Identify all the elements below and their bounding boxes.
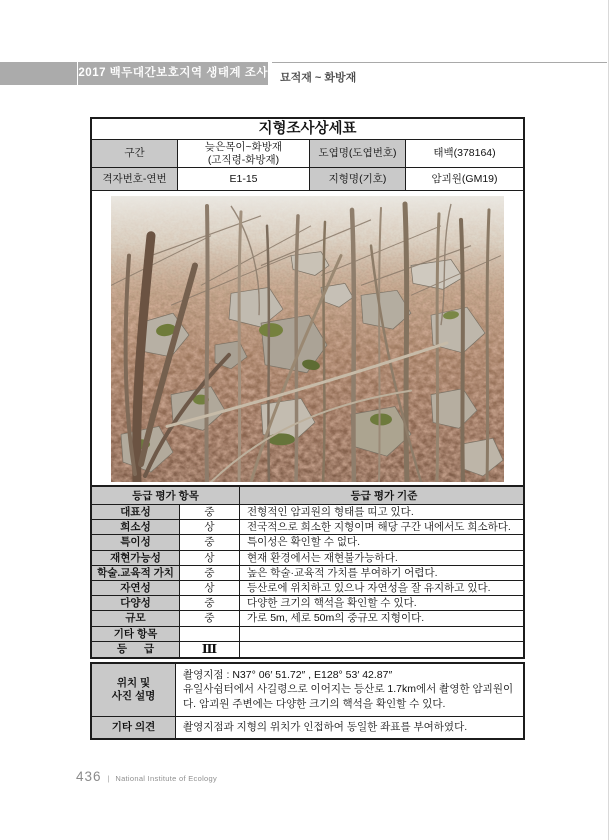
- grade-value: [180, 627, 240, 642]
- grade-item-label: 기타 항목: [92, 627, 180, 642]
- header-bar-left-segment: [0, 62, 77, 85]
- section-value-line1: 늦은목이~화방재: [204, 141, 283, 153]
- footer-separator: |: [107, 776, 110, 783]
- section-header: [272, 62, 607, 85]
- grade-value: 중: [180, 505, 240, 520]
- section-label-cell: 구간: [92, 140, 178, 168]
- terrain-photo: [111, 196, 504, 482]
- section-range-label: 묘적재 ~ 화방재: [280, 72, 357, 84]
- grade-criteria: [240, 627, 523, 642]
- location-table: [92, 664, 523, 738]
- grade-item-label: 특이성: [92, 535, 180, 550]
- grade-value: 상: [180, 581, 240, 596]
- page-number: 436: [76, 769, 102, 784]
- comment-label-cell: 기타 의견: [92, 717, 176, 738]
- photo-row: [92, 191, 523, 487]
- grade-criteria: 전국적으로 희소한 지형이며 해당 구간 내에서도 희소하다.: [240, 520, 523, 535]
- institute-name: National Institute of Ecology: [115, 774, 218, 783]
- landform-value-cell: 암괴원(GM19): [406, 168, 523, 191]
- grade-value: 중: [180, 596, 240, 611]
- map-sheet-label-cell: 도엽명(도엽번호): [310, 140, 406, 168]
- map-sheet-value-cell: 태백(378164): [406, 140, 523, 168]
- grade-criteria: 현재 환경에서는 재현불가능하다.: [240, 551, 523, 566]
- grid-number-label-cell: 격자번호-연번: [92, 168, 178, 191]
- location-comment-block: [90, 662, 525, 740]
- main-table-block: [90, 117, 525, 659]
- survey-detail-sheet: [90, 117, 525, 740]
- grade-criteria: 다양한 크기의 핵석을 확인할 수 있다.: [240, 596, 523, 611]
- grade-criteria: 등산로에 위치하고 있으나 자연성을 잘 유지하고 있다.: [240, 581, 523, 596]
- page-footer: [76, 769, 217, 784]
- report-header-bar: [0, 62, 268, 85]
- grade-table: [92, 487, 523, 657]
- grade-value: 상: [180, 520, 240, 535]
- comment-text-cell: 촬영지점과 지형의 위치가 인접하여 동일한 좌표를 부여하였다.: [183, 720, 468, 733]
- section-value-line2: (고직령-화방재): [207, 153, 280, 166]
- grade-item-label: 학술.교육적 가치: [92, 566, 180, 581]
- grade-value: Ⅲ: [180, 642, 240, 657]
- page-edge-line: [608, 0, 609, 840]
- grade-value: 중: [180, 566, 240, 581]
- grade-criteria: 특이성은 확인할 수 없다.: [240, 535, 523, 550]
- grade-item-label: 다양성: [92, 596, 180, 611]
- location-label-line2: 사진 설명: [111, 689, 156, 702]
- grid-number-value-cell: E1-15: [178, 168, 310, 191]
- location-label-cell: [92, 664, 176, 717]
- info-table: [92, 140, 523, 191]
- grade-criteria: [240, 642, 523, 657]
- sheet-title: 지형조사상세표: [92, 119, 523, 140]
- location-content-cell: [176, 664, 523, 717]
- grade-item-label: 자연성: [92, 581, 180, 596]
- grade-value: 중: [180, 535, 240, 550]
- grade-item-label: 희소성: [92, 520, 180, 535]
- grade-criteria: 가로 5m, 세로 50m의 중규모 지형이다.: [240, 611, 523, 626]
- grade-criteria: 전형적인 암괴원의 형태를 띠고 있다.: [240, 505, 523, 520]
- grade-item-label: 등 급: [92, 642, 180, 657]
- grade-item-label: 대표성: [92, 505, 180, 520]
- grade-item-label: 규모: [92, 611, 180, 626]
- grade-value: 중: [180, 611, 240, 626]
- section-value-cell: [178, 140, 310, 168]
- grade-header-criteria: 등급 평가 기준: [240, 487, 523, 505]
- grade-item-label: 재현가능성: [92, 551, 180, 566]
- photo-description: 유일사쉼터에서 사길령으로 이어지는 등산로 1.7km에서 촬영한 암괴원이다. 암괴원 주변에는 다양한 크기의 핵석을 확인할 수 있다.: [183, 683, 514, 711]
- location-label-line1: 위치 및: [116, 676, 151, 689]
- header-rule: [272, 62, 607, 63]
- grade-value: 상: [180, 551, 240, 566]
- landform-label-cell: 지형명(기호): [310, 168, 406, 191]
- photo-point-coordinates: 촬영지점 : N37° 06′ 51.72″ , E128° 53′ 42.87″: [183, 668, 393, 681]
- grade-header-item: 등급 평가 항목: [92, 487, 240, 505]
- report-title: 2017 백두대간보호지역 생태계 조사: [78, 67, 268, 79]
- grade-criteria: 높은 학술·교육적 가치를 부여하기 어렵다.: [240, 566, 523, 581]
